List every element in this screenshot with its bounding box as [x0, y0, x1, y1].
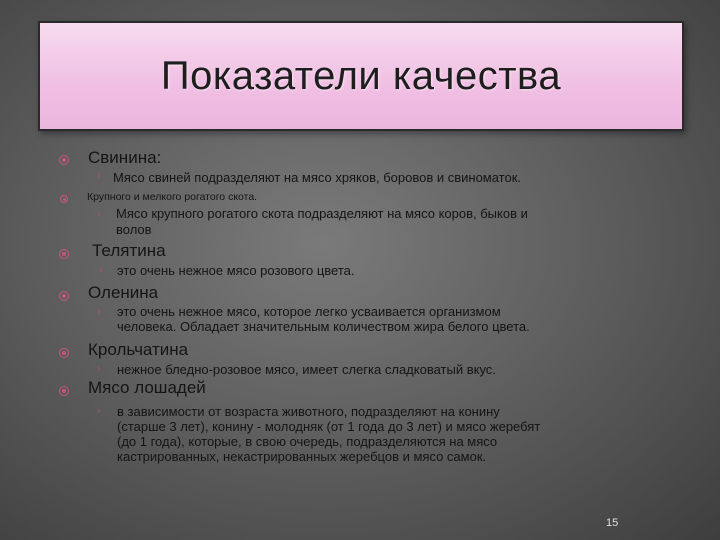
chevron-right-icon: ›	[97, 208, 101, 220]
item-sub-cattle-2: волов	[116, 222, 152, 237]
item-sub-pork-1: Мясо свиней подразделяют на мясо хряков, боровов и свиноматок.	[113, 170, 522, 185]
chevron-right-icon: ›	[99, 264, 103, 276]
circle-bullet-icon	[58, 248, 71, 261]
circle-bullet-icon	[58, 154, 71, 167]
item-heading-rabbit: Крольчатина	[88, 340, 189, 359]
chevron-right-icon: ›	[97, 170, 101, 182]
item-heading-veal: Телятина	[92, 241, 166, 260]
circle-bullet-icon	[58, 347, 71, 360]
page-number: 15	[606, 517, 619, 529]
circle-bullet-icon	[58, 290, 71, 303]
item-heading-horse: Мясо лошадей	[88, 378, 206, 397]
item-heading-cattle: Крупного и мелкого рогатого скота.	[87, 191, 258, 203]
chevron-right-icon: ›	[97, 306, 101, 318]
circle-bullet-icon	[58, 193, 71, 206]
item-sub-horse-2: (старше 3 лет), конину - молодняк (от 1 года до 3 лет) и мясо жеребят	[117, 419, 541, 434]
item-heading-venison: Оленина	[88, 283, 159, 302]
item-sub-venison-1: это очень нежное мясо, которое легко усваивается организмом	[117, 304, 501, 319]
item-sub-venison-2: человека. Обладает значительным количеством жира белого цвета.	[117, 319, 530, 334]
item-sub-horse-1: в зависимости от возраста животного, подразделяют на конину	[117, 404, 500, 419]
item-sub-veal-1: это очень нежное мясо розового цвета.	[117, 263, 355, 278]
slide-title: Показатели качества	[160, 53, 562, 98]
circle-bullet-icon	[58, 385, 71, 398]
item-sub-rabbit-1: нежное бледно-розовое мясо, имеет слегка сладковатый вкус.	[117, 362, 496, 377]
item-heading-pork: Свинина:	[88, 148, 162, 167]
item-sub-horse-4: кастрированных, некастрированных жеребцов и мясо самок.	[117, 449, 487, 464]
item-sub-cattle-1: Мясо крупного рогатого скота подразделяют на мясо коров, быков и	[116, 206, 528, 221]
item-sub-horse-3: (до 1 года), которые, в свою очередь, подразделяются на мясо	[117, 434, 498, 449]
chevron-right-icon: ›	[97, 363, 101, 375]
chevron-right-icon: ›	[97, 405, 101, 417]
